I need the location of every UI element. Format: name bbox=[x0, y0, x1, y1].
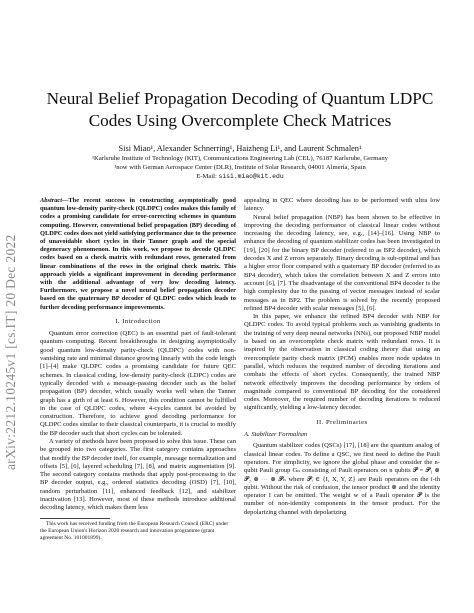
right-column bbox=[244, 197, 440, 517]
footnote-divider bbox=[40, 518, 110, 519]
intro-paragraph-5: In this paper, we enhance the refined BP4 decoder with NBP for QLDPC codes. To avoid typical problems such as vanishing gradients in the training of very deep neural networks (NNs), our proposed NBP model is based on an overcomplete check matrix with redundant rows. It is inspired by the observation in classical coding theory that using an overcomplete parity check matrix (PCM) enables more node updates in parallel, which reduces the required number of decoding iterations and combats the effects of short cycles. Consequently, the trained NBP network effectively improves the decoding performance by orders of magnitude compared to conventional BP decoding for the considered codes. Moreover, the required number of decoding iterations is reduced significantly, yielding a low-latency decoder. bbox=[244, 313, 440, 412]
subsection-heading-stabilizer: A. Stabilizer Formalism bbox=[244, 431, 308, 439]
prelim-paragraph-1: Quantum stabilizer codes (QSCs) [17], [18] are the quantum analog of classical linear codes. To define a QSC, we first need to define the Pauli operators. For simplicity, we ignore the global phase and consider the n-qubit Pauli group Gₙ consisting of Pauli operators on n qubits 𝓟 = 𝓟₁ ⊗ 𝓟₂ ⊗ ⋯ ⊗ 𝓟ₙ where 𝓟ᵢ ∈ {I, X, Y, Z} are Pauli operators on the i-th qubit. Without the risk of confusion, the tensor product ⊗ and the identity operator I can be omitted. The weight w of a Pauli operator 𝓟 is the number of non-identity components in the tensor product. For the depolarizing channel with depolarizing bbox=[244, 442, 440, 516]
section-heading-preliminaries: II. Preliminaries bbox=[316, 418, 368, 426]
abstract bbox=[40, 197, 236, 312]
left-column bbox=[40, 197, 236, 542]
section-heading-introduction: I. Introduction bbox=[115, 317, 161, 325]
affiliation-primary: ¹Karlsruhe Institute of Technology (KIT), Communications Engineering Lab (CEL), 76187 Karlsruhe, Germany bbox=[92, 155, 388, 162]
arxiv-identifier: arXiv:2212.10245v1 [cs.IT] 20 Dec 2022 bbox=[3, 234, 18, 470]
intro-paragraph-1: Quantum error correction (QEC) is an essential part of fault-tolerant quantum computing. Recent breakthroughs in designing asymptotically good quantum low-density parity-check (QLDPC) codes with non-vanishing rate and minimal distance growing linearly with the code length [1]–[4] make QLDPC codes a promising candidate for future QEC schemes. In classical coding, low-density parity-check (LDPC) codes are typically decoded with a message-passing decoder such as the belief propagation (BP) decoder, which usually works well when the Tanner graph has a girth of at least 6. However, this condition cannot be fulfilled in the case of QLDPC codes, where 4-cycles cannot be avoided by construction. Therefore, to achieve good decoding performance for QLDPC codes similar to their classical counterparts, it is crucial to modify the BP decoder such that short cycles can be tolerated. bbox=[40, 330, 236, 437]
paper-title: Neural Belief Propagation Decoding of Quantum LDPC Codes Using Overcomplete Check Matrices bbox=[46, 89, 434, 130]
email-address[interactable]: sisi.miao@kit.edu bbox=[218, 173, 284, 180]
intro-paragraph-2: A variety of methods have been proposed to solve this issue. These can be grouped into two categories. The first category contains approaches that modify the BP decoder itself, for example, message normalization and offsets [5], [6], layered scheduling [7], [8], and matrix augmentation [9]. The second category contains methods that apply post-processing to the BP decoder output, e.g., ordered statistics decoding (OSD) [7], [10], random perturbation [11], enhanced feedback [12], and stabilizer inactivation [13]. However, most of these methods introduce additional decoding latency, which makes them less bbox=[40, 438, 236, 512]
author-list: Sisi Miao¹, Alexander Schnerring¹, Haizheng Li¹, and Laurent Schmalen¹ bbox=[118, 144, 362, 153]
affiliation-secondary: ¹now with German Aerospace Center (DLR), Institute of Solar Research, 04001 Almería, Spain bbox=[114, 164, 366, 171]
funding-footnote: This work has received funding from the European Research Council (ERC) under the European Union's Horizon 2020 research and innovation programme (grant agreement No. 101001899). bbox=[40, 521, 229, 542]
contact-email bbox=[30, 173, 450, 182]
email-label: E-Mail: bbox=[196, 173, 217, 180]
abstract-body: —The recent success in constructing asymptotically good quantum low-density parity-check (QLDPC) codes makes this family of codes a promising candidate for error-correcting schemes in quantum computing. However, conventional belief propagation (BP) decoding of QLDPC codes does not yield satisfying performance due to the presence of unavoidable short cycles in their Tanner graph and the special degeneracy phenomenon. In this work, we propose to decode QLDPC codes based on a check matrix with redundant rows, generated from linear combinations of the rows in the original check matrix. This approach yields a significant improvement in decoding performance with the additional advantage of very low decoding latency. Furthermore, we propose a novel neural belief propagation decoder based on the quaternary BP decoder of QLDPC codes which leads to further decoding performance improvements. bbox=[40, 197, 236, 311]
intro-paragraph-4: Neural belief propagation (NBP) has been shown to be effective in improving the decoding performance of classical linear codes without increasing the decoding latency, see, e.g., [14]–[16]. Using NBP to enhance the decoding of quantum stabilizer codes has been investigated in [19], [20] for the binary BP decoder (referred to as BP2 decoder), which decodes X and Z errors separately. Binary decoding is sub-optimal and has a higher error floor compared with a quaternary BP decoder (referred to as BP4 decoder), which takes the correlation between X and Z errors into account [6], [7]. The disadvantage of the conventional BP4 decoder is the high complexity due to the passing of vector messages instead of scalar messages as in BP2. The problem is solved by the recently proposed refined BP4 decoder with scalar messages [5], [6]. bbox=[244, 213, 440, 312]
intro-paragraph-3-continued: appealing in QEC where decoding has to be performed with ultra low latency. bbox=[244, 197, 440, 213]
abstract-label: Abstract bbox=[40, 197, 63, 204]
